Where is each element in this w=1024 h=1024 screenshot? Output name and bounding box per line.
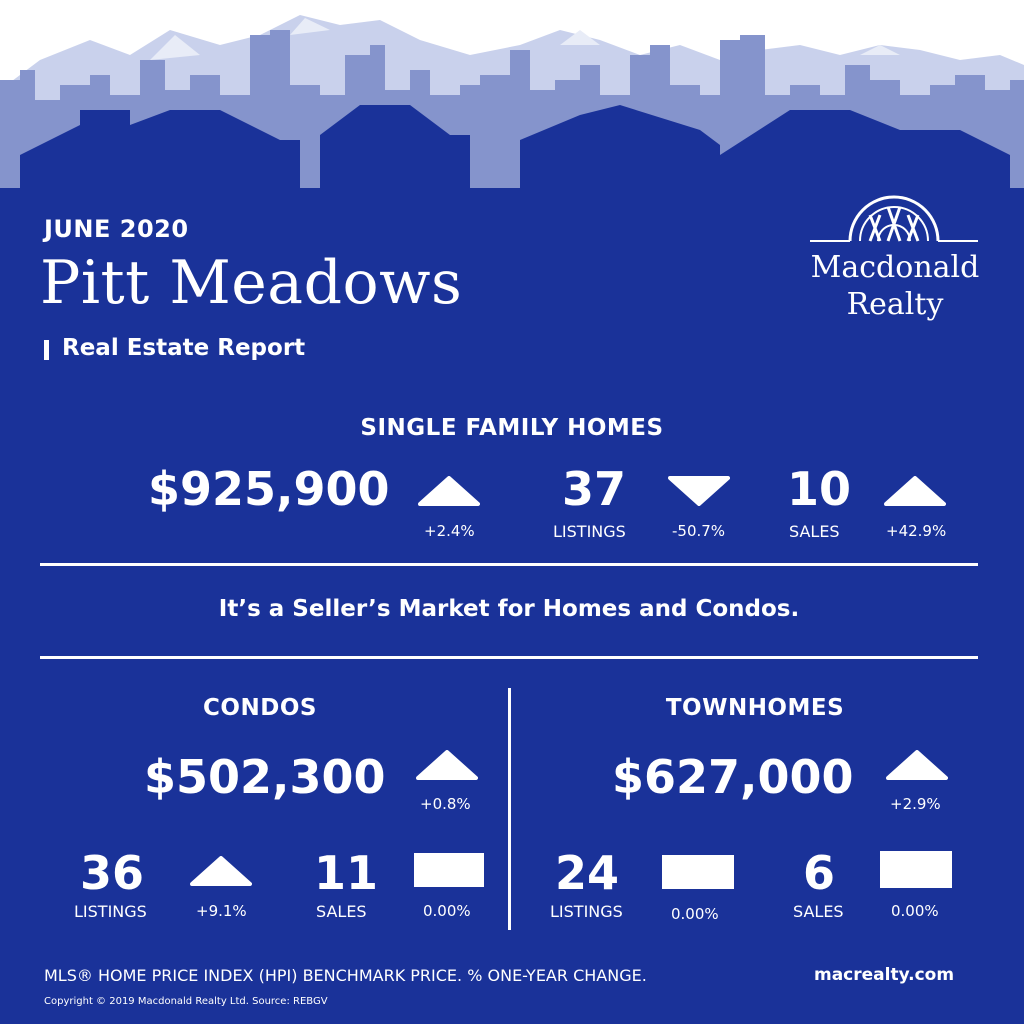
footer-note: MLS® HOME PRICE INDEX (HPI) BENCHMARK PRICE. % ONE-YEAR CHANGE. (44, 966, 647, 985)
city-title: Pitt Meadows (40, 248, 463, 318)
report-month: JUNE 2020 (44, 215, 189, 243)
condos-sales-label: SALES (316, 902, 367, 921)
townhomes-sales: 6 (803, 846, 836, 900)
condos-listings-label: LISTINGS (74, 902, 147, 921)
single-family-listings-label: LISTINGS (553, 522, 626, 541)
condos-price-change: +0.8% (420, 795, 471, 813)
copyright: Copyright © 2019 Macdonald Realty Ltd. Source: REBGV (44, 996, 328, 1007)
condos-listings-up-arrow-icon (190, 856, 252, 886)
single-family-title: SINGLE FAMILY HOMES (360, 415, 664, 441)
condos-listings-change: +9.1% (196, 902, 247, 920)
sales-up-arrow-icon (884, 476, 946, 506)
single-family-sales-change: +42.9% (886, 522, 947, 540)
condos-listings: 36 (80, 846, 145, 900)
townhomes-listings-label: LISTINGS (550, 902, 623, 921)
condos-sales: 11 (314, 846, 379, 900)
listings-down-arrow-icon (668, 476, 730, 506)
townhomes-sales-change: 0.00% (891, 902, 939, 920)
condos-price: $502,300 (144, 750, 386, 804)
divider-top (40, 563, 978, 566)
single-family-listings: 37 (562, 462, 627, 516)
skyline-illustration (0, 0, 1024, 200)
townhomes-listings-change: 0.00% (671, 905, 719, 923)
townhomes-title: TOWNHOMES (665, 695, 845, 721)
townhomes-listings: 24 (555, 846, 620, 900)
condos-title: CONDOS (203, 695, 317, 721)
condos-sales-flat-icon (414, 853, 484, 887)
single-family-listings-change: -50.7% (672, 522, 726, 540)
townhomes-price-up-arrow-icon (886, 750, 948, 780)
townhomes-price-change: +2.9% (890, 795, 941, 813)
single-family-sales-label: SALES (789, 522, 840, 541)
market-message: It’s a Seller’s Market for Homes and Condos. (218, 596, 800, 622)
single-family-price-change: +2.4% (424, 522, 475, 540)
website-link[interactable]: macrealty.com (814, 965, 955, 985)
townhomes-price: $627,000 (612, 750, 854, 804)
price-up-arrow-icon (418, 476, 480, 506)
condos-sales-change: 0.00% (423, 902, 471, 920)
condos-price-up-arrow-icon (416, 750, 478, 780)
townhomes-listings-flat-icon (662, 855, 734, 889)
sunburst-arch-icon (808, 195, 980, 247)
divider-middle (40, 656, 978, 659)
townhomes-sales-label: SALES (793, 902, 844, 921)
townhomes-sales-flat-icon (880, 851, 952, 888)
single-family-price: $925,900 (148, 462, 390, 516)
logo-line1: Macdonald (810, 250, 980, 285)
divider-vertical (508, 688, 511, 930)
logo-line2: Realty (846, 287, 944, 322)
subtitle-accent-bar (44, 340, 49, 360)
report-subtitle: Real Estate Report (62, 335, 306, 361)
single-family-sales: 10 (787, 462, 852, 516)
